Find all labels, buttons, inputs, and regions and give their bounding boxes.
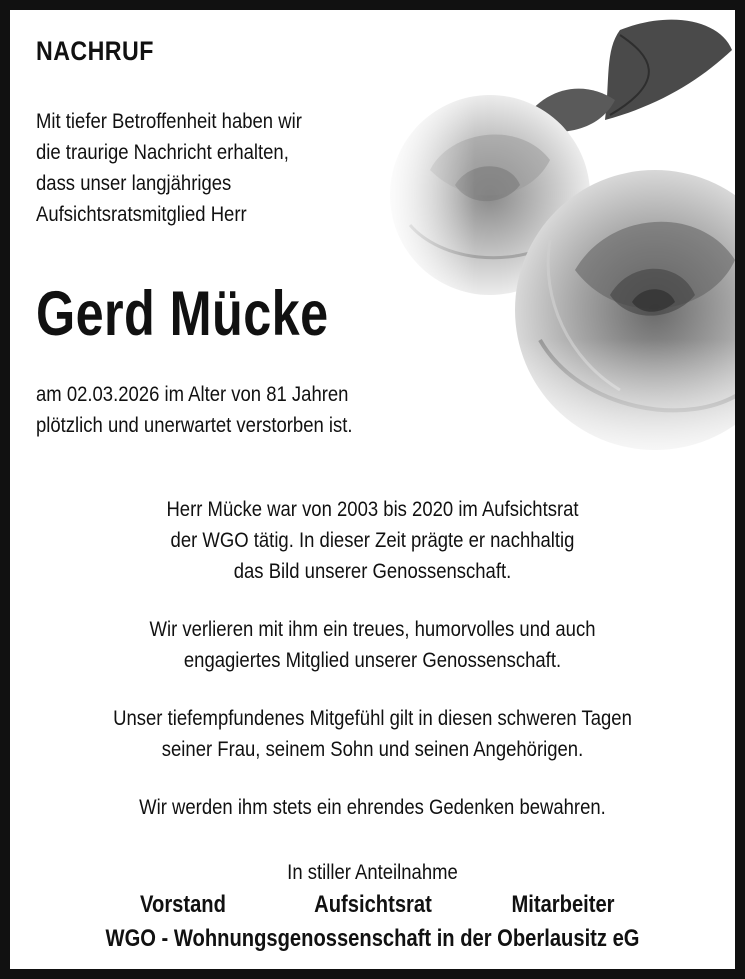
signer-supervisory-board: Aufsichtsrat bbox=[313, 891, 432, 918]
sympathy-line: In stiller Anteilnahme bbox=[287, 860, 458, 884]
tribute-line: Herr Mücke war von 2003 bis 2020 im Aufsichtsrat bbox=[166, 497, 579, 521]
tribute-line: Wir verlieren mit ihm ein treues, humorvolles und auch bbox=[149, 617, 596, 641]
roses-image bbox=[370, 10, 745, 480]
tribute-line: das Bild unserer Genossenschaft. bbox=[233, 559, 512, 583]
intro-line: Mit tiefer Betroffenheit haben wir bbox=[36, 109, 302, 133]
signers-row bbox=[10, 888, 735, 922]
intro-line: die traurige Nachricht erhalten, bbox=[36, 140, 289, 164]
intro-line: Aufsichtsratsmitglied Herr bbox=[36, 202, 247, 226]
death-line: am 02.03.2026 im Alter von 81 Jahren bbox=[36, 382, 349, 406]
tribute-line: Unser tiefempfundenes Mitgefühl gilt in diesen schweren Tagen bbox=[113, 706, 632, 730]
organization-name: WGO - Wohnungsgenossenschaft in der Oberlausitz eG bbox=[105, 925, 640, 952]
tribute-line: engagiertes Mitglied unserer Genossenschaft. bbox=[183, 648, 562, 672]
tribute-line: Wir werden ihm stets ein ehrendes Gedenken bewahren. bbox=[139, 795, 606, 819]
notice-title: NACHRUF bbox=[36, 36, 154, 66]
tribute-body bbox=[10, 494, 735, 850]
tribute-line: der WGO tätig. In dieser Zeit prägte er nachhaltig bbox=[170, 528, 575, 552]
tribute-paragraph bbox=[61, 703, 685, 765]
death-line: plötzlich und unerwartet verstorben ist. bbox=[36, 413, 353, 437]
tribute-line: seiner Frau, seinem Sohn und seinen Angehörigen. bbox=[161, 737, 584, 761]
signer-employees: Mitarbeiter bbox=[510, 891, 615, 918]
tribute-paragraph bbox=[61, 792, 685, 823]
intro-text bbox=[36, 106, 302, 230]
deceased-name: Gerd Mücke bbox=[36, 279, 329, 349]
death-details bbox=[36, 379, 353, 441]
signer-board: Vorstand bbox=[139, 891, 226, 918]
tribute-paragraph bbox=[61, 494, 685, 587]
tribute-paragraph bbox=[61, 614, 685, 676]
intro-line: dass unser langjähriges bbox=[36, 171, 232, 195]
